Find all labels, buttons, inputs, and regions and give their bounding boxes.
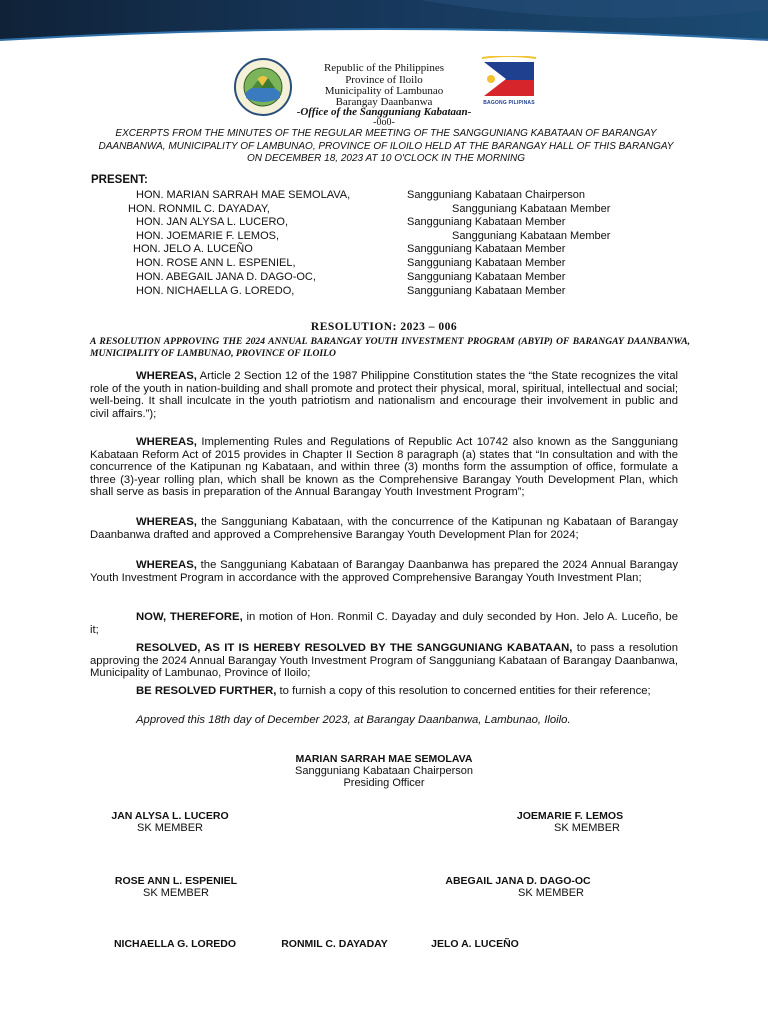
member-signature-block	[428, 875, 608, 899]
member-signature-block	[90, 810, 250, 834]
signatory-name: JAN ALYSA L. LUCERO	[111, 810, 229, 822]
signatory-name: MARIAN SARRAH MAE SEMOLAVA	[295, 753, 473, 765]
header-band-graphic	[0, 0, 768, 58]
resolved-further-paragraph	[90, 685, 678, 698]
present-label: PRESENT:	[91, 174, 148, 186]
bagong-pilipinas-caption: BAGONG PILIPINAS	[483, 100, 535, 106]
header-barangay: Barangay Daanbanwa	[335, 96, 433, 108]
resolution-number: RESOLUTION: 2023 – 006	[310, 321, 458, 333]
resolution-subtitle: A RESOLUTION APPROVING THE 2024 ANNUAL BARANGAY YOUTH INVESTMENT PROGRAM (ABYIP) OF BARANGAY DAANBANWA, MUNICIPALITY OF LAMBUNAO, PROVINCE OF ILOILO	[90, 336, 690, 359]
paragraph-lead: WHEREAS,	[136, 436, 197, 448]
present-member-role: Sangguniang Kabataan Member	[407, 285, 566, 297]
signatory-name: JELO A. LUCEÑO	[431, 938, 519, 950]
signatory-name: RONMIL C. DAYADAY	[281, 938, 388, 950]
paragraph-lead: BE RESOLVED FURTHER,	[136, 685, 277, 697]
signatory-role: Sangguniang Kabataan Chairperson	[295, 765, 473, 777]
header-band	[0, 0, 768, 58]
paragraph-text: to furnish a copy of this resolution to concerned entities for their reference;	[276, 685, 651, 697]
paragraph-text: the Sangguniang Kabataan, with the concurrence of the Katipunan ng Kabataan of Barangay Daanbanwa drafted and approved a Comprehensive Barangay Youth Development Plan for 2024;	[90, 516, 678, 541]
present-member-name: HON. JOEMARIE F. LEMOS,	[136, 230, 280, 242]
paragraph-text: to pass a resolution approving the 2024 Annual Barangay Youth Investment Program of Sangguniang Kabataan of Barangay Daanbanwa, Municipality of Lambunao, Province of Iloilo;	[90, 642, 678, 679]
member-signature-block	[490, 810, 650, 834]
paragraph-text: the Sangguniang Kabataan of Barangay Daanbanwa has prepared the 2024 Annual Barangay Youth Investment Program in accordance with the approved Comprehensive Barangay Youth Investment Plan;	[90, 559, 678, 584]
present-member-name: HON. ROSE ANN L. ESPENIEL,	[136, 257, 296, 269]
present-member-role: Sangguniang Kabataan Member	[407, 216, 566, 228]
header-office: -Office of the Sangguniang Kabataan-	[296, 106, 472, 118]
paragraph-lead: WHEREAS,	[136, 516, 197, 528]
whereas-paragraph	[90, 370, 678, 420]
present-member-role: Sangguniang Kabataan Chairperson	[407, 189, 585, 201]
member-signature-block	[96, 875, 256, 899]
header-province: Province of Iloilo	[345, 74, 423, 86]
header-municipality: Municipality of Lambunao	[324, 85, 444, 97]
header-republic: Republic of the Philippines	[323, 62, 445, 74]
present-member-name: HON. RONMIL C. DAYADAY,	[128, 203, 270, 215]
signatory-name: ABEGAIL JANA D. DAGO-OC	[445, 875, 591, 887]
present-member-role: Sangguniang Kabataan Member	[407, 243, 566, 255]
signatory-role: SK MEMBER	[136, 822, 203, 834]
paragraph-lead: RESOLVED, AS IT IS HEREBY RESOLVED BY THE SANGGUNIANG KABATAAN,	[136, 642, 573, 654]
present-member-role: Sangguniang Kabataan Member	[452, 230, 611, 242]
whereas-paragraph	[90, 436, 678, 499]
approval-date-line: Approved this 18th day of December 2023, at Barangay Daanbanwa, Lambunao, Iloilo.	[136, 714, 571, 726]
member-signature-block	[420, 938, 530, 950]
member-signature-block	[100, 938, 250, 950]
whereas-paragraph	[90, 559, 678, 584]
present-member-role: Sangguniang Kabataan Member	[407, 271, 566, 283]
signatory-role: SK MEMBER	[517, 887, 584, 899]
chairperson-signature-block	[234, 753, 534, 789]
present-member-name: HON. MARIAN SARRAH MAE SEMOLAVA,	[136, 189, 351, 201]
present-member-name: HON. JAN ALYSA L. LUCERO,	[136, 216, 289, 228]
paragraph-lead: NOW, THEREFORE,	[136, 611, 243, 623]
signatory-role: Presiding Officer	[343, 777, 425, 789]
signatory-name: ROSE ANN L. ESPENIEL	[114, 875, 238, 887]
whereas-paragraph	[90, 516, 678, 541]
paragraph-text: in motion of Hon. Ronmil C. Dayaday and duly seconded by Hon. Jelo A. Luceño, be it;	[90, 611, 678, 636]
present-member-name: HON. NICHAELLA G. LOREDO,	[136, 285, 295, 297]
signatory-name: JOEMARIE F. LEMOS	[516, 810, 624, 822]
signatory-role: SK MEMBER	[553, 822, 620, 834]
paragraph-text: Implementing Rules and Regulations of Republic Act 10742 also known as the Sangguniang Kabataan Reform Act of 2015 provides in Chapter II Section 8 paragraph (a) states that “In consultation and with the concurrence of the Katipunan ng Kabataan, and within three (3) months form the assumption of office, formulate a three (3)-year rolling plan, which shall be known as the Comprehensive Barangay Youth Development Plan, which shall serve as basis in preparation of the Annual Barangay Youth Investment Program”;	[90, 436, 678, 498]
minutes-excerpt: EXCERPTS FROM THE MINUTES OF THE REGULAR MEETING OF THE SANGGUNIANG KABATAAN OF BARANGAY DAANBANWA, MUNICIPALITY OF LAMBUNAO, PROVINCE OF ILOILO HELD AT THE BARANGAY HALL OF THIS BARANGAY ON DECEMBER 18, 2023 AT 10 O'CLOCK IN THE MORNING	[98, 128, 674, 164]
paragraph-text: Article 2 Section 12 of the 1987 Philippine Constitution states the “the State recognizes the vital role of the youth in nation-building and shall promote and protect their physical, moral, spiritual, intellectual and social; well-being. It shall inculcate in the youth patriotism and nationalism and encourage their involvement in public and civil affairs.”);	[90, 370, 678, 420]
member-signature-block	[262, 938, 407, 950]
paragraph-lead: WHEREAS,	[136, 370, 197, 382]
present-member-name: HON. ABEGAIL JANA D. DAGO-OC,	[136, 271, 316, 283]
header-separator: -0o0-	[373, 117, 395, 128]
paragraph-lead: WHEREAS,	[136, 559, 197, 571]
present-member-name: HON. JELO A. LUCEÑO	[133, 243, 253, 255]
signatory-name: NICHAELLA G. LOREDO	[113, 938, 237, 950]
present-member-role: Sangguniang Kabataan Member	[452, 203, 611, 215]
resolved-paragraph	[90, 642, 678, 680]
signatory-role: SK MEMBER	[142, 887, 209, 899]
present-member-role: Sangguniang Kabataan Member	[407, 257, 566, 269]
now-therefore-paragraph	[90, 611, 678, 636]
